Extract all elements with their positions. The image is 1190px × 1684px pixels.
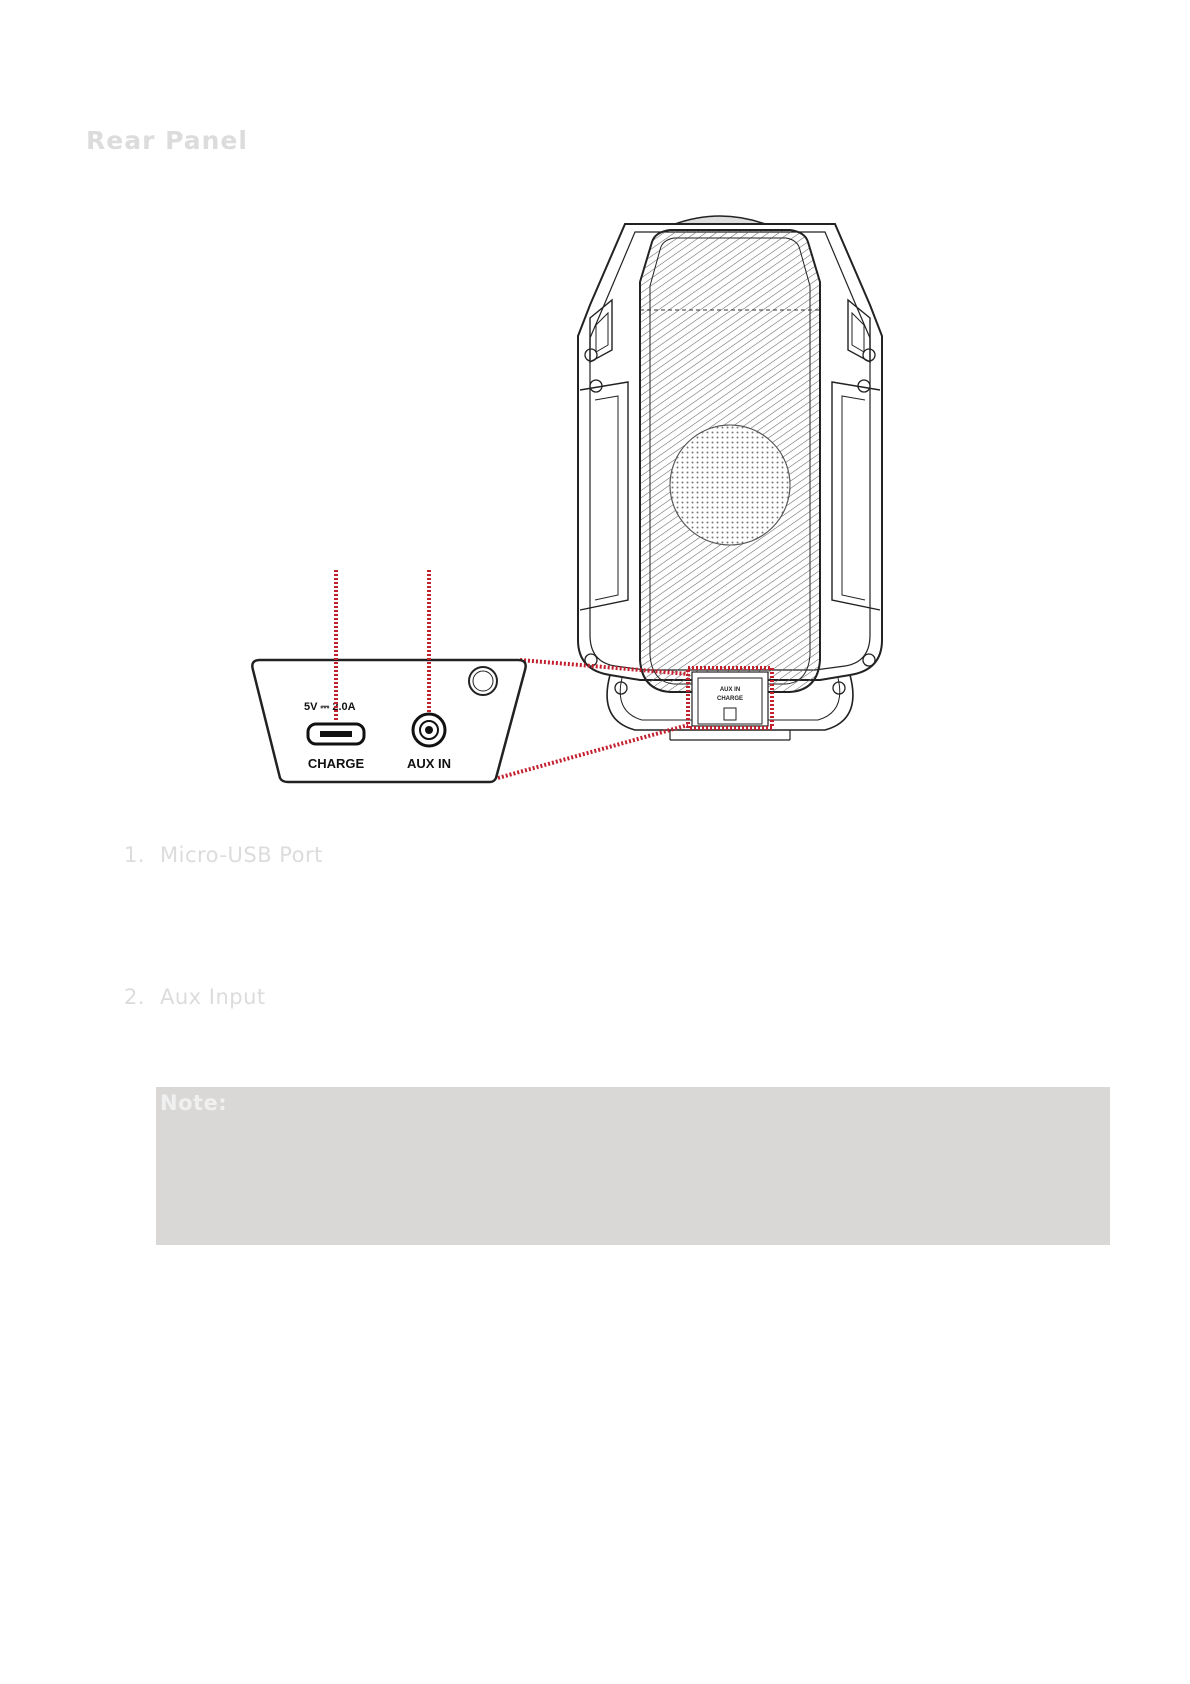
callout-line-bottom [498,725,688,778]
page-title: Rear Panel [86,126,248,155]
note-label: Note: [160,1091,228,1115]
list-label: Micro-USB Port [160,843,323,867]
rating-label: 5V ⎓ 2.0A [304,701,356,713]
list-number: 2. [124,985,146,1009]
list-number: 1. [124,843,146,867]
port-panel-closeup [252,570,525,782]
charge-label: CHARGE [307,756,365,771]
rear-panel-diagram [250,200,950,800]
list-label: Aux Input [160,985,266,1009]
speaker-grille [640,230,820,692]
list-item-aux-input [124,985,266,1009]
list-item-micro-usb [124,843,323,867]
aux-in-label: AUX IN [406,756,452,771]
speaker-aux-label: AUX IN [719,687,741,693]
note-box [156,1087,1110,1245]
speaker-charge-label: CHARGE [716,696,744,702]
speaker-port-window [688,668,772,728]
